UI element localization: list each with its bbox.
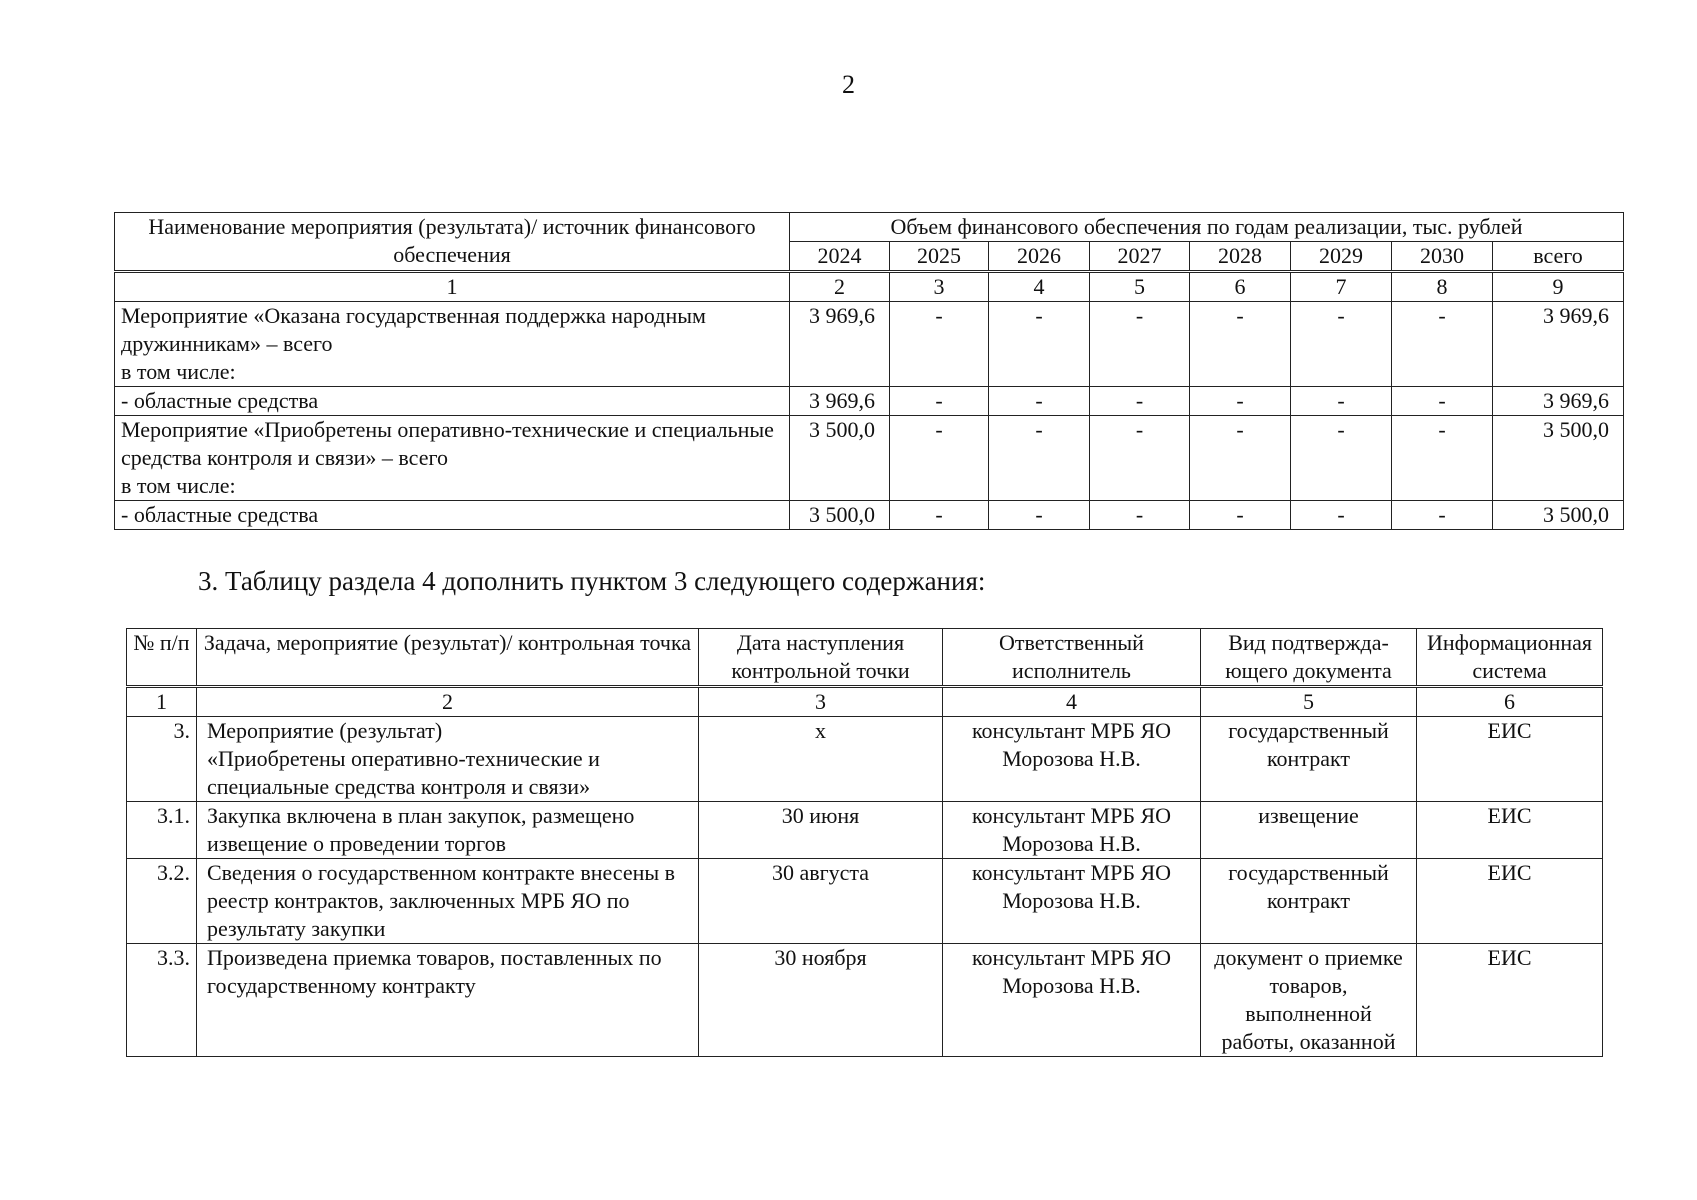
colnum-cell: 3 — [890, 272, 989, 302]
colnum-cell: 5 — [1090, 272, 1190, 302]
task-responsible-cell: консультант МРБ ЯО Морозова Н.В. — [943, 802, 1201, 859]
finance-value-cell: 3 969,6 — [1493, 387, 1624, 416]
task-header-cell: Вид подтвержда-ющего документа — [1201, 629, 1417, 687]
colnum-cell: 7 — [1291, 272, 1392, 302]
task-num-cell: 3. — [127, 717, 197, 802]
finance-row — [115, 501, 1624, 530]
task-name-cell: Мероприятие (результат) «Приобретены оперативно-технические и специальные средства контроля и связи» — [197, 717, 699, 802]
year-cell: 2028 — [1190, 242, 1291, 272]
finance-value-cell: - — [1190, 501, 1291, 530]
task-responsible-cell: консультант МРБ ЯО Морозова Н.В. — [943, 859, 1201, 944]
finance-header-volume: Объем финансового обеспечения по годам реализации, тыс. рублей — [790, 213, 1624, 242]
colnum-cell: 5 — [1201, 687, 1417, 717]
finance-value-cell: - — [1392, 387, 1493, 416]
year-cell: 2026 — [989, 242, 1090, 272]
task-system-cell: ЕИС — [1417, 717, 1603, 802]
finance-value-cell: 3 500,0 — [1493, 416, 1624, 501]
page-number: 2 — [842, 70, 855, 99]
colnum-cell: 6 — [1417, 687, 1603, 717]
finance-value-cell: 3 500,0 — [790, 416, 890, 501]
year-cell: 2027 — [1090, 242, 1190, 272]
finance-value-cell: - — [1392, 302, 1493, 387]
task-num-cell: 3.1. — [127, 802, 197, 859]
task-header-cell: Задача, мероприятие (результат)/ контрольная точка — [197, 629, 699, 687]
task-row — [127, 802, 1603, 859]
finance-row — [115, 387, 1624, 416]
task-row — [127, 859, 1603, 944]
task-num-cell: 3.2. — [127, 859, 197, 944]
finance-value-cell: - — [890, 302, 989, 387]
year-cell: 2029 — [1291, 242, 1392, 272]
finance-value-cell: - — [989, 416, 1090, 501]
finance-value-cell: - — [1090, 501, 1190, 530]
finance-value-cell: - — [1090, 416, 1190, 501]
finance-value-cell: - — [989, 302, 1090, 387]
task-system-cell: ЕИС — [1417, 944, 1603, 1057]
colnum-cell: 1 — [115, 272, 790, 302]
finance-row — [115, 416, 1624, 501]
section-heading: 3. Таблицу раздела 4 дополнить пунктом 3 следующего содержания: — [198, 566, 986, 596]
task-name-cell: Произведена приемка товаров, поставленных по государственному контракту — [197, 944, 699, 1057]
colnum-cell: 2 — [790, 272, 890, 302]
task-responsible-cell: консультант МРБ ЯО Морозова Н.В. — [943, 944, 1201, 1057]
colnum-cell: 1 — [127, 687, 197, 717]
finance-value-cell: - — [989, 387, 1090, 416]
finance-value-cell: - — [1291, 501, 1392, 530]
task-header-cell: № п/п — [127, 629, 197, 687]
task-colnum-row — [127, 687, 1603, 717]
task-doc-cell: государственный контракт — [1201, 717, 1417, 802]
colnum-cell: 4 — [989, 272, 1090, 302]
finance-value-cell: - — [989, 501, 1090, 530]
finance-value-cell: - — [1291, 416, 1392, 501]
year-cell: всего — [1493, 242, 1624, 272]
finance-table — [114, 212, 1624, 530]
finance-value-cell: 3 969,6 — [1493, 302, 1624, 387]
colnum-cell: 6 — [1190, 272, 1291, 302]
task-system-cell: ЕИС — [1417, 859, 1603, 944]
task-responsible-cell: консультант МРБ ЯО Морозова Н.В. — [943, 717, 1201, 802]
finance-row-name: Мероприятие «Приобретены оперативно-технические и специальные средства контроля и связи» – всего в том числе: — [115, 416, 790, 501]
finance-value-cell: - — [890, 416, 989, 501]
task-doc-cell: извещение — [1201, 802, 1417, 859]
colnum-cell: 9 — [1493, 272, 1624, 302]
task-num-cell: 3.3. — [127, 944, 197, 1057]
task-table-body — [127, 717, 1603, 1057]
finance-value-cell: - — [1291, 387, 1392, 416]
task-header-row — [127, 629, 1603, 687]
finance-value-cell: - — [1392, 501, 1493, 530]
finance-value-cell: - — [890, 387, 989, 416]
colnum-cell: 3 — [699, 687, 943, 717]
finance-value-cell: 3 500,0 — [790, 501, 890, 530]
finance-value-cell: - — [1392, 416, 1493, 501]
task-system-cell: ЕИС — [1417, 802, 1603, 859]
task-date-cell: 30 июня — [699, 802, 943, 859]
finance-value-cell: 3 969,6 — [790, 387, 890, 416]
task-header-cell: Ответственный исполнитель — [943, 629, 1201, 687]
year-cell: 2030 — [1392, 242, 1493, 272]
finance-value-cell: 3 969,6 — [790, 302, 890, 387]
finance-row-name: - областные средства — [115, 387, 790, 416]
colnum-cell: 8 — [1392, 272, 1493, 302]
task-doc-cell: документ о приемке товаров, выполненной работы, оказанной — [1201, 944, 1417, 1057]
finance-value-cell: - — [890, 501, 989, 530]
finance-row-name: - областные средства — [115, 501, 790, 530]
task-name-cell: Закупка включена в план закупок, размещено извещение о проведении торгов — [197, 802, 699, 859]
task-doc-cell: государственный контракт — [1201, 859, 1417, 944]
finance-value-cell: - — [1090, 302, 1190, 387]
colnum-cell: 2 — [197, 687, 699, 717]
task-date-cell: х — [699, 717, 943, 802]
finance-row-name: Мероприятие «Оказана государственная поддержка народным дружинникам» – всего в том числе: — [115, 302, 790, 387]
finance-table-body — [115, 302, 1624, 530]
task-header-cell: Информационная система — [1417, 629, 1603, 687]
finance-header-name: Наименование мероприятия (результата)/ источник финансового обеспечения — [115, 213, 790, 272]
finance-value-cell: - — [1190, 387, 1291, 416]
finance-value-cell: - — [1190, 302, 1291, 387]
task-row — [127, 944, 1603, 1057]
finance-value-cell: - — [1090, 387, 1190, 416]
task-date-cell: 30 августа — [699, 859, 943, 944]
finance-row — [115, 302, 1624, 387]
task-name-cell: Сведения о государственном контракте внесены в реестр контрактов, заключенных МРБ ЯО по результату закупки — [197, 859, 699, 944]
finance-value-cell: - — [1190, 416, 1291, 501]
task-header-cell: Дата наступления контрольной точки — [699, 629, 943, 687]
finance-value-cell: 3 500,0 — [1493, 501, 1624, 530]
task-row — [127, 717, 1603, 802]
task-table — [126, 628, 1603, 1057]
finance-colnum-row — [115, 272, 1624, 302]
finance-value-cell: - — [1291, 302, 1392, 387]
colnum-cell: 4 — [943, 687, 1201, 717]
task-date-cell: 30 ноября — [699, 944, 943, 1057]
year-cell: 2024 — [790, 242, 890, 272]
year-cell: 2025 — [890, 242, 989, 272]
